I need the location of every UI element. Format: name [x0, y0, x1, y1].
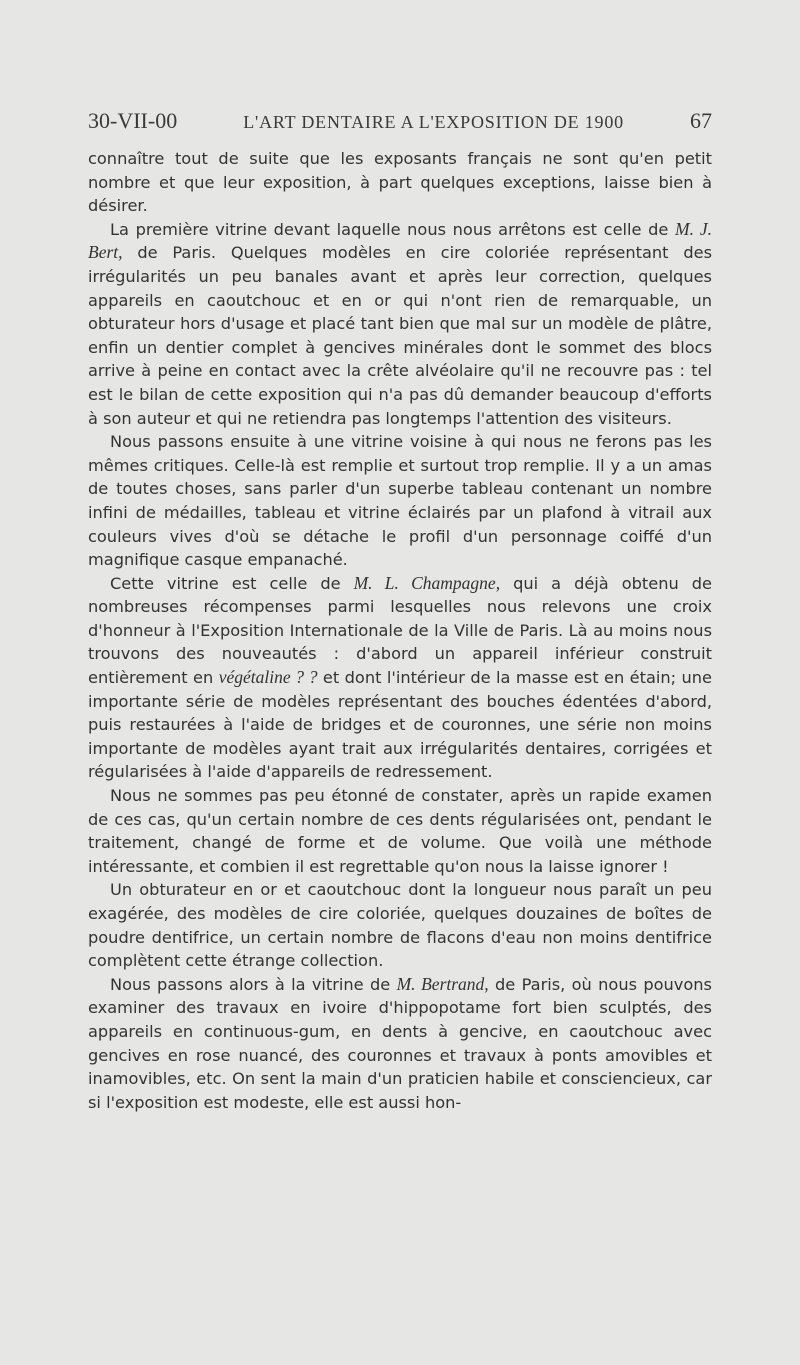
paragraph — [88, 218, 712, 430]
exhibitor-name: M. Bertrand, — [396, 973, 489, 994]
paragraph-text: Cette vitrine est celle de — [110, 573, 354, 593]
running-header — [88, 108, 712, 134]
page-number: 67 — [689, 108, 712, 133]
paragraph-text: La première vitrine devant laquelle nous nous arrêtons est celle de — [110, 219, 676, 239]
paragraph-text: de Paris, où nous pouvons examiner des travaux en ivoire d'hippopotame fort bien sculptés, des appareils en continuous-gum, en dents à gencive, en caoutchouc avec gencives en rose nuancé, des couronnes et travaux à ponts amovibles et inamovibles, etc. On sent la main d'un praticien habile et consciencieux, car si l'exposition est modeste, elle est aussi hon- — [88, 974, 712, 1112]
article-body — [88, 147, 712, 1114]
paragraph-text: Un obturateur en or et caoutchouc dont la longueur nous paraît un peu exagérée, des modèles de cire coloriée, quelques douzaines de boîtes de poudre dentifrice, un certain nombre de flacons d'eau non moins dentifrice complètent cette étrange collection. — [88, 880, 712, 971]
exhibitor-name: M. J. Bert, — [88, 218, 712, 263]
paragraph-text: Nous passons ensuite à une vitrine voisine à qui nous ne ferons pas les mêmes critiques. Celle-là est remplie et surtout trop remplie. Il y a un amas de toutes choses, sans parler d'un superbe tableau contenant un nombre infini de médailles, tableau et vitrine éclairés par un plafond à vitrail aux couleurs vives d'où se détache le profil d'un personnage coiffé d'un magnifique casque empanaché. — [88, 432, 712, 570]
paragraph — [88, 147, 712, 218]
paragraph-text: de Paris. Quelques modèles en cire coloriée représentant des irrégularités un peu banales avant et après leur correction, quelques appareils en caoutchouc et en or qui n'ont rien de remarquable, un obturateur hors d'usage et placé tant bien que mal sur un modèle de plâtre, enfin un dentier complet à gencives minérales dont le sommet des blocs arrive à peine en contact avec la crête alvéolaire qu'il ne recouvre pas : tel est le bilan de cette exposition qui n'a pas dû demander beaucoup d'efforts à son auteur et qui ne retiendra pas longtemps l'attention des visiteurs. — [88, 243, 712, 428]
paragraph — [88, 572, 712, 784]
issue-date: 30-VII-00 — [88, 108, 178, 133]
paragraph — [88, 784, 712, 878]
material-name: végétaline ? ? — [218, 667, 318, 688]
paragraph-text: qui a déjà obtenu de nombreuses récompenses parmi lesquelles nous relevons une croix d'honneur à l'Exposition Internationale de la Ville de Paris. Là au moins nous trouvons des nouveautés : d'abord un appareil inférieur construit entièrement en — [88, 573, 712, 688]
paragraph-text: connaître tout de suite que les exposants français ne sont qu'en petit nombre et que leur exposition, à part quelques exceptions, laisse bien à désirer. — [88, 149, 712, 216]
paragraph-text: Nous passons alors à la vitrine de — [110, 974, 397, 994]
paragraph — [88, 430, 712, 572]
paragraph — [88, 973, 712, 1115]
paragraph — [88, 878, 712, 972]
exhibitor-name: M. L. Champagne, — [353, 572, 501, 593]
paragraph-text: Nous ne sommes pas peu étonné de constater, après un rapide examen de ces cas, qu'un certain nombre de ces dents régularisées ont, pendant le traitement, changé de forme et de volume. Que voilà une méthode intéressante, et combien il est regrettable qu'on nous la laisse ignorer ! — [88, 786, 712, 876]
running-title: L'ART DENTAIRE A L'EXPOSITION DE 1900 — [243, 112, 624, 132]
paragraph-text: et dont l'intérieur de la masse est en étain; une importante série de modèles représentant des bouches édentées d'abord, puis restaurées à l'aide de bridges et de couronnes, une série non moins importante de modèles ayant trait aux irrégularités dentaires, corrigées et régularisées à l'aide d'appareils de redressement. — [88, 668, 713, 782]
